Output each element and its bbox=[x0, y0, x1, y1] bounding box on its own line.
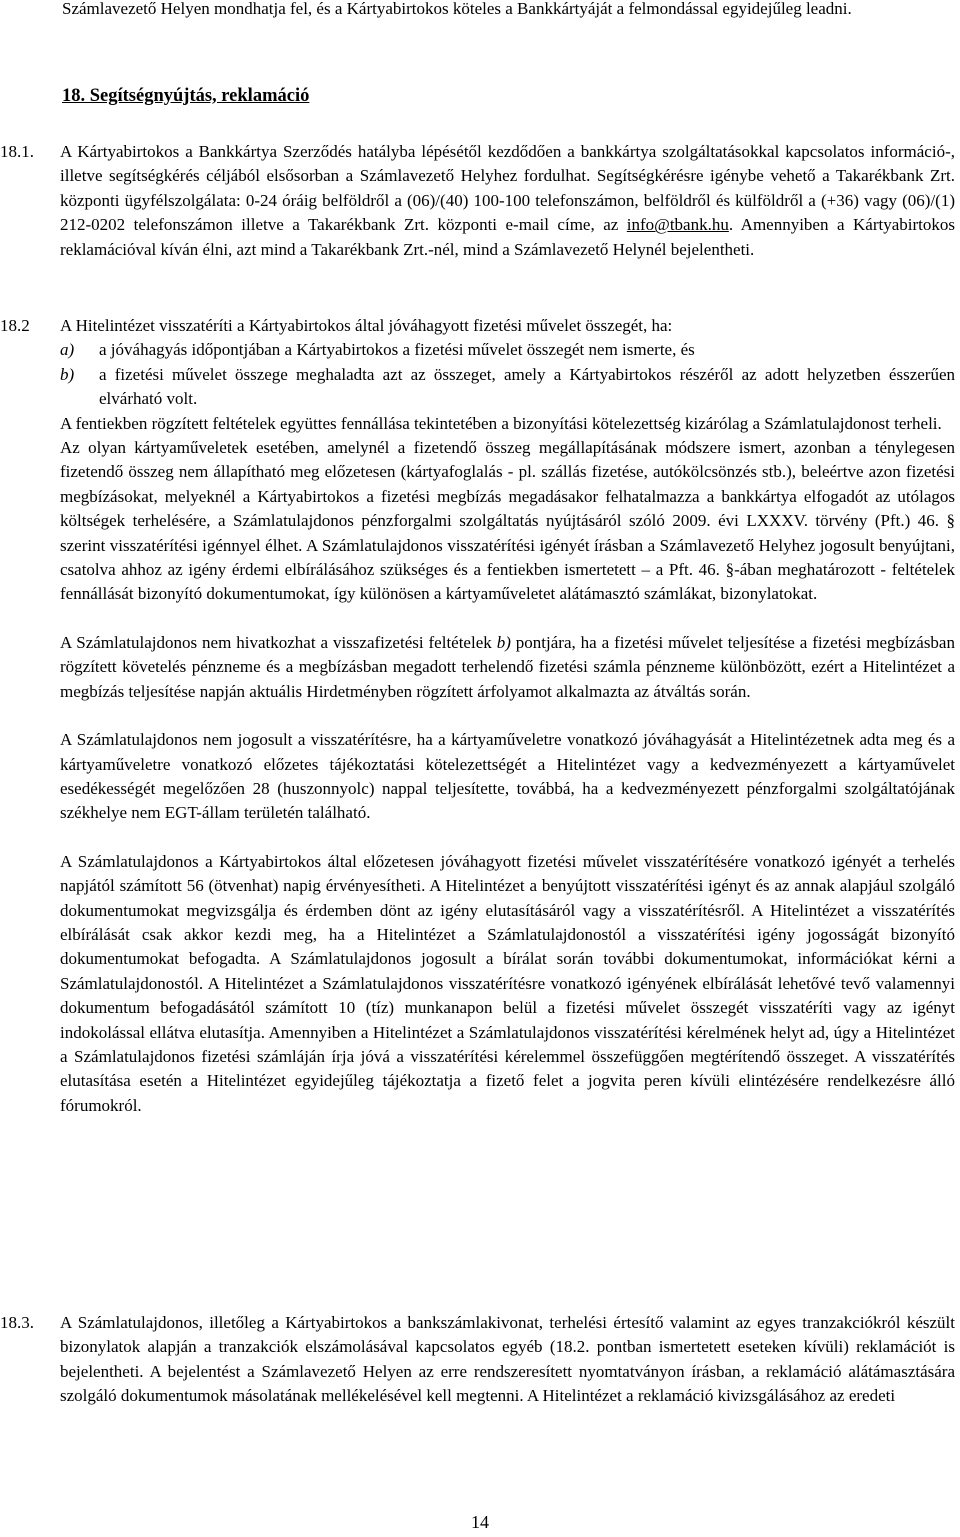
section-intro: A Hitelintézet visszatéríti a Kártyabirtokos által jóváhagyott fizetési művelet összegét, ha: bbox=[60, 316, 673, 335]
list-text: a fizetési művelet összege meghaladta azt az összeget, amely a Kártyabirtokos részéről az adott helyzetben ésszerűen elvárható volt. bbox=[99, 364, 955, 409]
paragraph-termination bbox=[62, 0, 955, 21]
paragraph-text bbox=[60, 631, 955, 704]
text-part: A Számlatulajdonos nem hivatkozhat a visszafizetési feltételek bbox=[60, 632, 497, 652]
paragraph-text: A fentiekben rögzített feltételek együttes fennállása tekintetében a bizonyítási kötelezettség kizárólag a Számlatulajdonost terheli. bbox=[60, 413, 942, 433]
text-part: pontjára, ha a fizetési művelet teljesítése a fizetési megbízásban rögzített követelés pénzneme és a megbízásban megadott terhelendő fizetési számla pénzneme különbözött, ezért a Hitelintézet a megbízás teljesítése napján aktuális Hirdetményben rögzített árfolyamot alkalmazta az átváltás során. bbox=[60, 632, 955, 701]
text-part: A Kártyabirtokos a Bankkártya Szerződés hatályba lépésétől kezdődően a bankkártya szolgáltatásokkal kapcsolatos információ-, illetve segítségkérés céljából elsősorban a Számlavezető Helyhez fordulhat. Segítségkérésre igénybe vehető a Takarékbank Zrt. központi ügyfélszolgálata: 0-24 óráig belföldről a (06)/(40) 100-100 telefonszámon, belföldről és külföldről a (+36) vagy (06)/(1) 212-0202 telefonszámon illetve a Takarékbank Zrt. központi e-mail címe, az bbox=[60, 142, 955, 235]
section-number: 18.3. bbox=[0, 1313, 34, 1332]
text-part: . Amennyiben a Kártyabirtokos reklamációval kíván élni, azt mind a Takarékbank Zrt.-nél, mind a Számlavezető Helynél bejelentheti. bbox=[60, 215, 955, 259]
list-item bbox=[60, 338, 955, 362]
list-item bbox=[60, 363, 955, 412]
paragraph-text: Számlavezető Helyen mondhatja fel, és a Kártyabirtokos köteles a Bankkártyáját a felmondással egyidejűleg leadni. bbox=[62, 0, 852, 18]
paragraph-text: Az olyan kártyaműveletek esetében, amelynél a fizetendő összeg megállapításának módszere ismert, azonban a ténylegesen fizetendő összeg nem állapítható meg előzetesen (kártyafoglalás - pl. szállás fizetése, autókölcsönzés stb.), beleértve azon fizetési megbízásokat, melyeknél a Kártyabirtokos a fizetési megbízás megadásakor felhatalmazza a bankkártya elfogadót az utólagos költségek terhelésére, a Számlatulajdonos pénzforgalmi szolgáltatás nyújtásáról szóló 2009. évi LXXXV. törvény (Pft.) 46. § szerint visszatérítési igénnyel élhet. A Számlatulajdonos visszatérítési igényét írásban a Számlavezető Helyhez jogosult benyújtani, csatolva ahhoz az igény érdemi elbírálásához szükséges és a fentiekben ismertetett – a Pft. 46. §-ában meghatározott - feltételek fennállását bizonyító dokumentumokat, így különösen a kártyaműveletet alátámasztó számlákat, bizonylatokat. bbox=[60, 438, 955, 604]
page-number: 14 bbox=[471, 1512, 489, 1532]
list-label: a) bbox=[60, 340, 75, 360]
section-number: 18.2 bbox=[0, 316, 30, 335]
section-text bbox=[60, 140, 955, 262]
section-18-2 bbox=[0, 314, 955, 1118]
section-heading bbox=[62, 86, 955, 107]
heading-text: 18. Segítségnyújtás, reklamáció bbox=[62, 86, 310, 106]
text-part-italic: b) bbox=[496, 632, 511, 652]
email-link[interactable]: info@tbank.hu bbox=[626, 215, 729, 235]
list-text: a jóváhagyás időpontjában a Kártyabirtokos a fizetési művelet összegét nem ismerte, és bbox=[99, 340, 695, 360]
paragraph-text: A Számlatulajdonos a Kártyabirtokos által előzetesen jóváhagyott fizetési művelet visszatérítésére vonatkozó igényét a terhelés napjától számított 56 (ötvenhat) napig érvényesítheti. A Hitelintézet a benyújtott visszatérítési igényt és az annak alapjául szolgáló dokumentumokat megvizsgálja és érdemben dönt az igény elutasításáról vagy a visszatérítésről. A Hitelintézet a visszatérítés elbírálását csak akkor kezdi meg, ha a Hitelintézet a Számlatulajdonostól a visszatérítési igény jogosságát bizonyító dokumentumokat befogadta. A Számlatulajdonos jogosult a bírálat során további dokumentumokat, információkat kérni a Számlatulajdonostól. A Hitelintézet a Számlatulajdonos visszatérítésre vonatkozó igényének elbírálását lehetővé tevő valamennyi dokumentum befogadásától számított 10 (tíz) munkanapon belül a fizetési művelet összegét visszatéríti vagy az igényt indokolással ellátva elutasítja. Amennyiben a Hitelintézet a Számlatulajdonos visszatérítési kérelmének helyt ad, úgy a Hitelintézet a Számlatulajdonos fizetési számláján írja jóvá a visszatérítési kérelemmel összefüggően megtérítendő összeget. A visszatérítés elutasítása esetén a Hitelintézet egyidejűleg tájékoztatja a fizető felet a jogvita peren kívüli elintézésére rendelkezésre álló fórumokról. bbox=[60, 851, 955, 1115]
section-18-3 bbox=[0, 1311, 955, 1409]
section-18-1 bbox=[0, 140, 955, 262]
paragraph-text: A Számlatulajdonos nem jogosult a visszatérítésre, ha a kártyaműveletre vonatkozó jóváhagyását a Hitelintézetnek adta meg és a kártyaműveletre vonatkozó előzetes tájékoztatási kötelezettségét a Hitelintézet vagy a kedvezményezett a kártyaművelet esedékességét megelőzően 28 (huszonnyolc) nappal teljesítette, továbbá, ha a kedvezményezett pénzforgalmi szolgáltatójának székhelye nem EGT-állam területén található. bbox=[60, 730, 955, 823]
section-text: A Számlatulajdonos, illetőleg a Kártyabirtokos a bankszámlakivonat, terhelési értesítő valamint az egyes tranzakciókról készült bizonylatok alapján a tranzakciók elszámolásával kapcsolatos egyéb (18.2. pontban ismertetett eseteken kívüli) reklamációt is bejelentheti. A bejelentést a Számlavezető Helyen az erre rendszeresített nyomtatványon írásban, a reklamáció alátámasztására szolgáló dokumentumok másolatának mellékelésével kell megtenni. A Hitelintézet a reklamáció kivizsgálásához az eredeti bbox=[60, 1313, 955, 1406]
section-number: 18.1. bbox=[0, 142, 34, 161]
list-label: b) bbox=[60, 364, 75, 384]
